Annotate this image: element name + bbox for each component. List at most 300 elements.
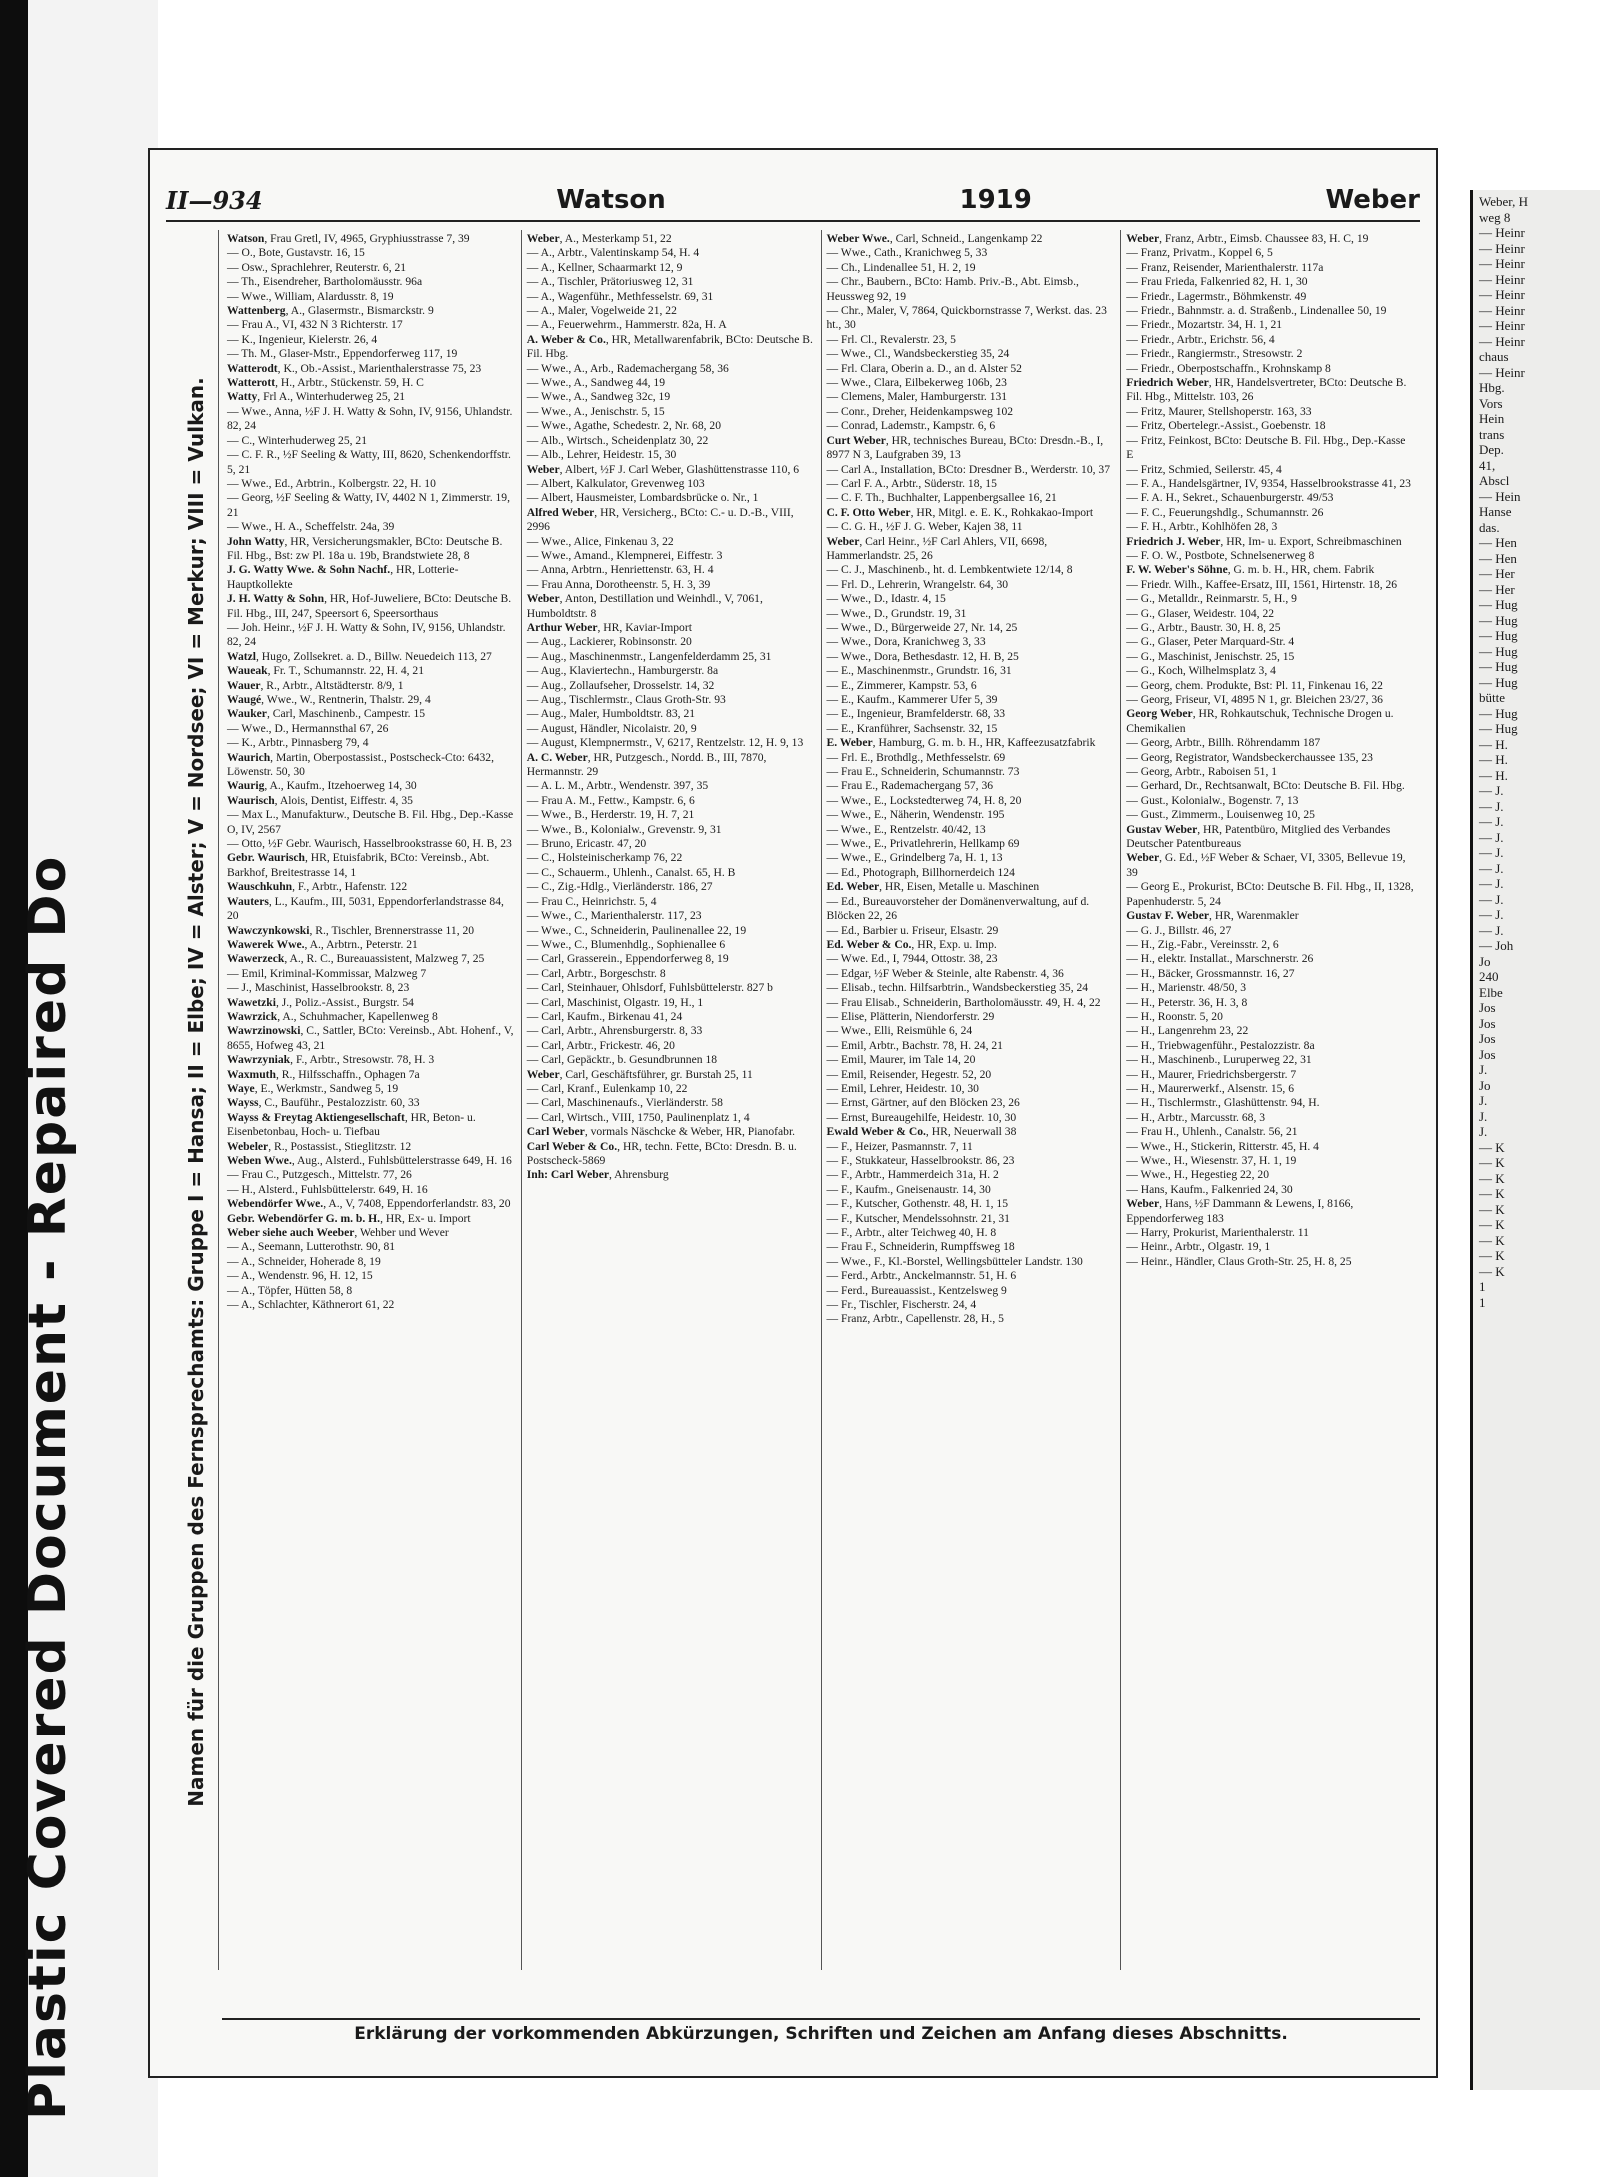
directory-entry: — Carl, Kaufm., Birkenau 41, 24 bbox=[526, 1009, 683, 1023]
directory-entry: Watzl, Hugo, Zollsekret. a. D., Billw. Neuedeich 113, 27 bbox=[227, 649, 492, 663]
directory-entry: — Georg, ½F Seeling & Watty, IV, 4402 N 1, Zimmerstr. 19, 21 bbox=[227, 491, 510, 519]
directory-entry: Webendörfer Wwe., A., V, 7408, Eppendorferlandstr. 83, 20 bbox=[227, 1197, 511, 1211]
adjacent-page-line: — K bbox=[1479, 1217, 1505, 1232]
directory-entry: — Ed., Photograph, Billhornerdeich 124 bbox=[826, 865, 1015, 879]
adjacent-page-line: 240 bbox=[1479, 969, 1499, 984]
directory-entry: Friedrich J. Weber, HR, Im- u. Export, Schreibmaschinen bbox=[1126, 534, 1402, 548]
directory-entry: Gebr. Waurisch, HR, Etuisfabrik, BCto: Vereinsb., Abt. Barkhof, Breitestrasse 14, 1 bbox=[227, 851, 490, 879]
adjacent-page-line: J. bbox=[1479, 1124, 1488, 1139]
directory-entry: — Bruno, Ericastr. 47, 20 bbox=[526, 837, 647, 851]
adjacent-page-line: — Hug bbox=[1479, 721, 1518, 736]
directory-entry: Weber, Anton, Destillation und Weinhdl., V, 7061, Humboldtstr. 8 bbox=[526, 592, 763, 620]
adjacent-page-line: — J. bbox=[1479, 907, 1504, 922]
directory-entry: — C. G. H., ½F J. G. Weber, Kajen 38, 11 bbox=[826, 520, 1023, 534]
directory-entry: Weber, Franz, Arbtr., Eimsb. Chaussee 83, H. C, 19 bbox=[1126, 232, 1369, 245]
directory-entry: — H., Triebwagenführ., Pestalozzistr. 8a bbox=[1126, 1038, 1315, 1052]
directory-entry: — H., Langenrehm 23, 22 bbox=[1126, 1024, 1249, 1038]
adjacent-page-line: — Hug bbox=[1479, 674, 1518, 690]
adjacent-page-line: — J. bbox=[1479, 845, 1504, 860]
column-4 bbox=[1121, 230, 1420, 1970]
directory-entry: — Wwe., H., Stickerin, Ritterstr. 45, H. 4 bbox=[1126, 1139, 1319, 1153]
adjacent-page-line: — Heinr bbox=[1479, 240, 1525, 256]
directory-entry: — Wwe., F., Kl.-Borstel, Wellingsbütteler Landstr. 130 bbox=[826, 1254, 1083, 1268]
directory-entry: — Wwe., E., Rentzelstr. 40/42, 13 bbox=[826, 822, 986, 836]
directory-entry: — Frau E., Rademachergang 57, 36 bbox=[826, 779, 994, 793]
directory-entry: — H., Tischlermstr., Glashüttenstr. 94, H. bbox=[1126, 1096, 1320, 1110]
adjacent-page-line: — Heinr bbox=[1479, 256, 1525, 271]
directory-entry: — Wwe., Agathe, Schedestr. 2, Nr. 68, 20 bbox=[526, 419, 722, 433]
directory-entry: — Carl F. A., Arbtr., Süderstr. 18, 15 bbox=[826, 476, 997, 490]
directory-entry: Waurisch, Alois, Dentist, Eiffestr. 4, 35 bbox=[227, 793, 413, 807]
directory-entry: — Georg, Arbtr., Billh. Röhrendamm 187 bbox=[1126, 736, 1321, 750]
directory-entry: — Wwe., Ed., Arbtrin., Kolbergstr. 22, H. 10 bbox=[227, 476, 436, 490]
directory-entry: — Joh. Heinr., ½F J. H. Watty & Sohn, IV, 9156, Uhlandstr. 82, 24 bbox=[227, 620, 506, 649]
adjacent-page-line: — K bbox=[1479, 1232, 1505, 1248]
adjacent-page-line: Jos bbox=[1479, 1015, 1496, 1031]
directory-entry: — Gerhard, Dr., Rechtsanwalt, BCto: Deutsche B. Fil. Hbg. bbox=[1126, 779, 1405, 793]
directory-entry: A. C. Weber, HR, Putzgesch., Nordd. B., III, 7870, Hermannstr. 29 bbox=[526, 750, 767, 779]
page-number: II—934 bbox=[166, 185, 263, 215]
directory-entry: — Wwe., D., Hermannsthal 67, 26 bbox=[227, 721, 389, 735]
directory-entry: — Georg E., Prokurist, BCto: Deutsche B. Fil. Hbg., II, 1328, Papenhuderstr. 5, 24 bbox=[1126, 880, 1414, 908]
directory-entry: E. Weber, Hamburg, G. m. b. H., HR, Kaffeezusatzfabrik bbox=[826, 736, 1096, 750]
adjacent-page-line: J. bbox=[1479, 1093, 1488, 1108]
directory-entry: — H., Maurerwerkf., Alsenstr. 15, 6 bbox=[1126, 1081, 1295, 1095]
directory-entry: — August, Händler, Nicolaistr. 20, 9 bbox=[526, 721, 697, 735]
directory-entry: — Harry, Prokurist, Marienthalerstr. 11 bbox=[1126, 1226, 1309, 1240]
directory-columns bbox=[222, 230, 1420, 1970]
adjacent-page-line: — J. bbox=[1479, 829, 1504, 845]
adjacent-page-line: — Heinr bbox=[1479, 318, 1525, 333]
left-margin bbox=[18, 0, 158, 2177]
directory-entry: — Gust., Zimmerm., Louisenweg 10, 25 bbox=[1126, 808, 1315, 822]
directory-entry: — Georg, Registrator, Wandsbeckerchaussee 135, 23 bbox=[1126, 750, 1373, 764]
adjacent-page-line: — J. bbox=[1479, 891, 1504, 907]
directory-entry: — Ferd., Arbtr., Anckelmannstr. 51, H. 6 bbox=[826, 1269, 1017, 1283]
directory-entry: — Fritz, Obertelegr.-Assist., Goebenstr. 18 bbox=[1126, 419, 1326, 433]
directory-entry: — Fritz, Schmied, Seilerstr. 45, 4 bbox=[1126, 462, 1282, 476]
directory-entry: — A., Maler, Vogelweide 21, 22 bbox=[526, 304, 677, 318]
directory-entry: — Frl. Cl., Revalerstr. 23, 5 bbox=[826, 332, 956, 346]
adjacent-page-line: — Hen bbox=[1479, 535, 1517, 550]
directory-entry: — A., Wagenführ., Methfesselstr. 69, 31 bbox=[526, 289, 714, 303]
directory-entry: Georg Weber, HR, Rohkautschuk, Technische Drogen u. Chemikalien bbox=[1126, 707, 1394, 735]
directory-entry: — Carl, Grasserein., Eppendorferweg 8, 19 bbox=[526, 952, 729, 966]
directory-entry: — Ferd., Bureauassist., Kentzelsweg 9 bbox=[826, 1283, 1007, 1297]
directory-entry: Weber, Carl, Geschäftsführer, gr. Burstah 25, 11 bbox=[526, 1067, 753, 1081]
directory-entry: Gustav Weber, HR, Patentbüro, Mitglied des Verbandes Deutscher Patentbureaus bbox=[1126, 822, 1391, 851]
directory-entry: Weber siehe auch Weeber, Wehber und Wever bbox=[227, 1226, 449, 1240]
directory-entry: — Heinr., Arbtr., Olgastr. 19, 1 bbox=[1126, 1240, 1271, 1254]
directory-entry: — C., Holsteinischerkamp 76, 22 bbox=[526, 851, 683, 865]
adjacent-page-fragment bbox=[1470, 190, 1600, 2090]
adjacent-page-line: — Heinr bbox=[1479, 333, 1525, 349]
directory-entry: — G., Glaser, Weidestr. 104, 22 bbox=[1126, 606, 1275, 620]
directory-entry: J. H. Watty & Sohn, HR, Hof-Juweliere, BCto: Deutsche B. Fil. Hbg., III, 247, Speersort 6, Speersorthaus bbox=[227, 592, 512, 620]
directory-entry: — Wwe., Anna, ½F J. H. Watty & Sohn, IV, 9156, Uhlandstr. 82, 24 bbox=[227, 404, 513, 433]
directory-entry: — Alb., Wirtsch., Scheidenplatz 30, 22 bbox=[526, 433, 709, 447]
directory-entry: Wauters, L., Kaufm., III, 5031, Eppendorferlandstrasse 84, 20 bbox=[227, 894, 504, 923]
adjacent-page-line: — J. bbox=[1479, 783, 1504, 798]
directory-entry: — Emil, Lehrer, Heidestr. 10, 30 bbox=[826, 1081, 979, 1095]
directory-entry: — Wwe., Elli, Reismühle 6, 24 bbox=[826, 1024, 973, 1038]
directory-entry: F. W. Weber's Söhne, G. m. b. H., HR, chem. Fabrik bbox=[1126, 563, 1375, 577]
directory-entry: — Carl, Arbtr., Frickestr. 46, 20 bbox=[526, 1038, 675, 1052]
directory-entry: — Wwe., C., Marienthalerstr. 117, 23 bbox=[526, 909, 702, 923]
directory-entry: — Emil, Reisender, Hegestr. 52, 20 bbox=[826, 1067, 992, 1081]
adjacent-page-line: — Her bbox=[1479, 581, 1515, 597]
directory-entry: — Friedr., Rangiermstr., Stresowstr. 2 bbox=[1126, 347, 1303, 361]
adjacent-page-line: Hein bbox=[1479, 411, 1505, 426]
directory-entry: — Edgar, ½F Weber & Steinle, alte Rabenstr. 4, 36 bbox=[826, 966, 1064, 980]
directory-entry: Waye, E., Werkmstr., Sandweg 5, 19 bbox=[227, 1081, 399, 1095]
directory-entry: — Georg, chem. Produkte, Bst: Pl. 11, Finkenau 16, 22 bbox=[1126, 678, 1383, 692]
adjacent-page-line: — K bbox=[1479, 1248, 1505, 1263]
directory-entry: — Carl, Kranf., Eulenkamp 10, 22 bbox=[526, 1081, 688, 1095]
directory-entry: Watterott, H., Arbtr., Stückenstr. 59, H. C bbox=[227, 376, 424, 390]
directory-entry: — Wwe., Dora, Kranichweg 3, 33 bbox=[826, 635, 986, 649]
directory-entry: Watty, Frl A., Winterhuderweg 25, 21 bbox=[227, 390, 406, 404]
directory-entry: Weber, Carl Heinr., ½F Carl Ahlers, VII, 6698, Hammerlandstr. 25, 26 bbox=[826, 534, 1048, 562]
directory-entry: — Wwe., E., Privatlehrerin, Hellkamp 69 bbox=[826, 837, 1020, 851]
directory-entry: — Wwe., H. A., Scheffelstr. 24a, 39 bbox=[227, 520, 395, 534]
adjacent-page-line: Weber, H bbox=[1479, 194, 1528, 209]
directory-entry: — Georg, Arbtr., Raboisen 51, 1 bbox=[1126, 765, 1278, 779]
directory-entry: — Friedr., Oberpostschaffn., Krohnskamp 8 bbox=[1126, 361, 1331, 375]
header-year: 1919 bbox=[959, 185, 1032, 215]
directory-entry: Wawrzinowski, C., Sattler, BCto: Vereinsb., Abt. Hohenf., V, 8655, Hofweg 43, 21 bbox=[227, 1024, 514, 1052]
directory-entry: — August, Klempnermstr., V, 6217, Rentzelstr. 12, H. 9, 13 bbox=[526, 736, 804, 750]
directory-entry: — Ed., Barbier u. Friseur, Elsastr. 29 bbox=[826, 923, 999, 937]
directory-entry: — H., Alsterd., Fuhlsbüttelerstr. 649, H. 16 bbox=[227, 1182, 428, 1196]
directory-entry: — J., Maschinist, Hasselbrookstr. 8, 23 bbox=[227, 981, 410, 995]
directory-entry: — G., Arbtr., Baustr. 30, H. 8, 25 bbox=[1126, 620, 1281, 634]
adjacent-page-line: bütte bbox=[1479, 690, 1505, 705]
directory-entry: — Wwe., Alice, Finkenau 3, 22 bbox=[526, 534, 674, 548]
adjacent-page-line: trans bbox=[1479, 426, 1505, 442]
directory-entry: Wawerek Wwe., A., Arbtrn., Peterstr. 21 bbox=[227, 937, 418, 951]
directory-entry: — Wwe., H., Hegestieg 22, 20 bbox=[1126, 1168, 1269, 1182]
directory-entry: — Wwe. Ed., I, 7944, Ottostr. 38, 23 bbox=[826, 952, 998, 966]
directory-page bbox=[148, 148, 1438, 2078]
directory-entry: — H., Zig.-Fabr., Vereinsstr. 2, 6 bbox=[1126, 937, 1279, 951]
directory-entry: — Wwe., A., Sandweg 44, 19 bbox=[526, 376, 666, 390]
directory-entry: A. Weber & Co., HR, Metallwarenfabrik, BCto: Deutsche B. Fil. Hbg. bbox=[526, 332, 813, 361]
directory-entry: — Wwe., D., Grundstr. 19, 31 bbox=[826, 606, 967, 620]
adjacent-page-line: Abscl bbox=[1479, 473, 1510, 488]
directory-entry: — Aug., Maler, Humboldtstr. 83, 21 bbox=[526, 707, 696, 721]
directory-entry: Wauker, Carl, Maschinenb., Campestr. 15 bbox=[227, 707, 426, 721]
directory-entry: — Conrad, Lademstr., Kampstr. 6, 6 bbox=[826, 419, 996, 433]
directory-entry: — Fr., Tischler, Fischerstr. 24, 4 bbox=[826, 1298, 977, 1312]
directory-entry: — C., Schauerm., Uhlenh., Canalst. 65, H. B bbox=[526, 865, 736, 879]
column-3 bbox=[822, 230, 1122, 1970]
directory-entry: — Elisab., techn. Hilfsarbtrin., Wandsbeckerstieg 35, 24 bbox=[826, 981, 1089, 995]
adjacent-page-line: — J. bbox=[1479, 922, 1504, 938]
directory-entry: — Wwe., William, Alardusstr. 8, 19 bbox=[227, 289, 394, 303]
directory-entry: — F., Kaufm., Gneisenaustr. 14, 30 bbox=[826, 1182, 991, 1196]
directory-entry: — Franz, Arbtr., Capellenstr. 28, H., 5 bbox=[826, 1312, 1004, 1326]
directory-entry: — Heinr., Händler, Claus Groth-Str. 25, H. 8, 25 bbox=[1126, 1254, 1352, 1268]
directory-entry: — K., Arbtr., Pinnasberg 79, 4 bbox=[227, 736, 369, 750]
directory-entry: — Frl. Clara, Oberin a. D., an d. Alster 52 bbox=[826, 361, 1022, 375]
directory-entry: — Frau Anna, Dorotheenstr. 5, H. 3, 39 bbox=[526, 577, 711, 591]
directory-entry: — Frau H., Uhlenh., Canalstr. 56, 21 bbox=[1126, 1125, 1298, 1139]
directory-entry: — Wwe., Clara, Eilbekerweg 106b, 23 bbox=[826, 376, 1007, 390]
directory-entry: Weben Wwe., Aug., Alsterd., Fuhlsbüttelerstrasse 649, H. 16 bbox=[227, 1154, 512, 1167]
adjacent-page-line: — Heinr bbox=[1479, 302, 1525, 318]
directory-entry: — Th., Eisendreher, Bartholomäusstr. 96a bbox=[227, 275, 423, 289]
directory-entry: Wayss, C., Bauführ., Pestalozzistr. 60, 33 bbox=[227, 1096, 420, 1110]
directory-entry: — E., Zimmerer, Kampstr. 53, 6 bbox=[826, 678, 977, 692]
directory-entry: Wayss & Freytag Aktiengesellschaft, HR, Beton- u. Eisenbetonbau, Hoch- u. Tiefbau bbox=[227, 1110, 476, 1139]
directory-entry: Watterodt, K., Ob.-Assist., Marienthalerstrasse 75, 23 bbox=[227, 361, 482, 375]
adjacent-page-line: Vors bbox=[1479, 395, 1503, 411]
directory-entry: — Friedr., Mozartstr. 34, H. 1, 21 bbox=[1126, 318, 1283, 332]
directory-entry: Waugé, Wwe., W., Rentnerin, Thalstr. 29, 4 bbox=[227, 693, 431, 706]
directory-entry: — H., Roonstr. 5, 20 bbox=[1126, 1009, 1223, 1023]
adjacent-page-line: J. bbox=[1479, 1108, 1488, 1124]
directory-entry: Ed. Weber & Co., HR, Exp. u. Imp. bbox=[826, 937, 997, 951]
directory-entry: — E., Ingenieur, Bramfelderstr. 68, 33 bbox=[826, 707, 1006, 721]
directory-entry: Carl Weber & Co., HR, techn. Fette, BCto: Dresdn. B. u. Postscheck-5869 bbox=[526, 1139, 797, 1167]
adjacent-page-line: Jos bbox=[1479, 1000, 1496, 1015]
exchange-groups-strip bbox=[166, 230, 219, 1970]
directory-entry: — Aug., Tischlermstr., Claus Groth-Str. 93 bbox=[526, 693, 726, 706]
adjacent-page-line: — K bbox=[1479, 1170, 1505, 1186]
directory-entry: — Ernst, Bureaugehilfe, Heidestr. 10, 30 bbox=[826, 1110, 1017, 1124]
directory-entry: — Otto, ½F Gebr. Waurisch, Hasselbrookstrasse 60, H. B, 23 bbox=[227, 837, 512, 851]
directory-entry: — Frau Frieda, Falkenried 82, H. 1, 30 bbox=[1126, 275, 1308, 289]
directory-entry: — F., Kutscher, Mendelssohnstr. 21, 31 bbox=[826, 1211, 1010, 1225]
directory-entry: John Watty, HR, Versicherungsmakler, BCto: Deutsche B. Fil. Hbg., Bst: zw Pl. 18a u. 19b, Brandstwiete 28, 8 bbox=[227, 534, 503, 562]
directory-entry: — Frau Elisab., Schneiderin, Bartholomäusstr. 49, H. 4, 22 bbox=[826, 995, 1101, 1009]
directory-entry: — Wwe., D., Bürgerweide 27, Nr. 14, 25 bbox=[826, 620, 1018, 634]
directory-entry: — Elise, Plätterin, Niendorferstr. 29 bbox=[826, 1009, 995, 1023]
directory-entry: — Wwe., B., Kolonialw., Grevenstr. 9, 31 bbox=[526, 822, 722, 836]
adjacent-page-line: — Hug bbox=[1479, 643, 1518, 659]
directory-entry: — Frau A., VI, 432 N 3 Richterstr. 17 bbox=[227, 318, 403, 332]
directory-entry: Inh: Carl Weber, Ahrensburg bbox=[526, 1168, 669, 1182]
directory-entry: — H., Maurer, Friedrichsbergerstr. 7 bbox=[1126, 1067, 1297, 1081]
page-header bbox=[166, 180, 1420, 222]
directory-entry: — F. H., Arbtr., Kohlhöfen 28, 3 bbox=[1126, 520, 1278, 534]
directory-entry: — H., Arbtr., Marcusstr. 68, 3 bbox=[1126, 1110, 1266, 1124]
directory-entry: — A., Arbtr., Valentinskamp 54, H. 4 bbox=[526, 246, 700, 260]
adjacent-page-line: chaus bbox=[1479, 349, 1509, 364]
directory-entry: — A., Feuerwehrm., Hammerstr. 82a, H. A bbox=[526, 318, 727, 332]
directory-entry: — Friedr., Lagermstr., Böhmkenstr. 49 bbox=[1126, 289, 1307, 303]
directory-entry: — Frl. E., Brothdlg., Methfesselstr. 69 bbox=[826, 750, 1006, 764]
adjacent-page-line: — K bbox=[1479, 1155, 1505, 1170]
directory-entry: — Emil, Arbtr., Bachstr. 78, H. 24, 21 bbox=[826, 1038, 1003, 1052]
header-right-word: Weber bbox=[1325, 185, 1420, 215]
directory-entry: — Wwe., A., Sandweg 32c, 19 bbox=[526, 390, 671, 404]
directory-entry: — Wwe., E., Näherin, Wendenstr. 195 bbox=[826, 808, 1005, 822]
directory-entry: — Wwe., Dora, Bethesdastr. 12, H. B, 25 bbox=[826, 649, 1019, 663]
directory-entry: Weber Wwe., Carl, Schneid., Langenkamp 22 bbox=[826, 232, 1043, 245]
directory-entry: Wauer, R., Arbtr., Altstädterstr. 8/9, 1 bbox=[227, 678, 404, 692]
directory-entry: Waurig, A., Kaufm., Itzehoerweg 14, 30 bbox=[227, 779, 417, 793]
directory-entry: — Hans, Kaufm., Falkenried 24, 30 bbox=[1126, 1182, 1293, 1196]
directory-entry: — Wwe., Cath., Kranichweg 5, 33 bbox=[826, 246, 988, 260]
directory-entry: — A., Tischler, Prätoriusweg 12, 31 bbox=[526, 275, 694, 289]
directory-entry: — C. J., Maschinenb., ht. d. Lembkentwiete 12/14, 8 bbox=[826, 563, 1073, 577]
abbreviation-footer: Erklärung der vorkommenden Abkürzungen, Schriften und Zeichen am Anfang dieses Abschnitts. bbox=[222, 2018, 1420, 2048]
directory-entry: — Wwe., Amand., Klempnerei, Eiffestr. 3 bbox=[526, 548, 723, 562]
directory-entry: — Wwe., Cl., Wandsbeckerstieg 35, 24 bbox=[826, 347, 1010, 361]
directory-entry: Weber, G. Ed., ½F Weber & Schaer, VI, 3305, Bellevue 19, 39 bbox=[1126, 851, 1406, 879]
directory-entry: Ewald Weber & Co., HR, Neuerwall 38 bbox=[826, 1125, 1017, 1139]
directory-entry: — G., Maschinist, Jenischstr. 25, 15 bbox=[1126, 649, 1295, 663]
directory-entry: — Chr., Maler, V, 7864, Quickbornstrasse 7, Werkst. das. 23 ht., 30 bbox=[826, 304, 1107, 332]
adjacent-page-line: das. bbox=[1479, 519, 1500, 535]
directory-entry: — Carl, Steinhauer, Ohlsdorf, Fuhlsbüttelerstr. 827 b bbox=[526, 981, 773, 995]
directory-entry: — Wwe., B., Herderstr. 19, H. 7, 21 bbox=[526, 808, 695, 822]
directory-entry: Gustav F. Weber, HR, Warenmakler bbox=[1126, 909, 1299, 923]
directory-entry: — Aug., Maschinenmstr., Langenfelderdamm 25, 31 bbox=[526, 649, 772, 663]
directory-entry: — Fritz, Feinkost, BCto: Deutsche B. Fil. Hbg., Dep.-Kasse E bbox=[1126, 433, 1406, 462]
adjacent-page-line: weg 8 bbox=[1479, 209, 1511, 225]
directory-entry: — G., Glaser, Peter Marquard-Str. 4 bbox=[1126, 635, 1295, 649]
adjacent-page-line: — K bbox=[1479, 1139, 1505, 1155]
directory-entry: — O., Bote, Gustavstr. 16, 15 bbox=[227, 246, 365, 260]
directory-entry: — F. C., Feuerungshdlg., Schumannstr. 26 bbox=[1126, 505, 1324, 519]
directory-entry: — Albert, Hausmeister, Lombardsbrücke o. Nr., 1 bbox=[526, 491, 759, 505]
directory-entry: — Aug., Zollaufseher, Drosselstr. 14, 32 bbox=[526, 678, 715, 692]
directory-entry: — Wwe., D., Idastr. 4, 15 bbox=[826, 592, 946, 606]
adjacent-page-line: — K bbox=[1479, 1263, 1505, 1279]
directory-entry: — Anna, Arbtrn., Henriettenstr. 63, H. 4 bbox=[526, 563, 714, 577]
directory-entry: — Frau C., Heinrichstr. 5, 4 bbox=[526, 894, 657, 908]
adjacent-page-line: — Hen bbox=[1479, 550, 1517, 566]
directory-entry: — Wwe., H., Wiesenstr. 37, H. 1, 19 bbox=[1126, 1154, 1297, 1167]
adjacent-page-line: — Hein bbox=[1479, 488, 1521, 504]
exchange-groups-text: Namen für die Gruppen des Fernsprechamts: Gruppe I = Hansa; II = Elbe; IV = Alster; V = Nordsee; VI = Merkur; VIII = Vulkan. bbox=[184, 377, 208, 1807]
directory-entry: Arthur Weber, HR, Kaviar-Import bbox=[526, 620, 692, 634]
directory-entry: — Carl, Maschinenaufs., Vierländerstr. 58 bbox=[526, 1096, 723, 1110]
directory-entry: — F. A., Handelsgärtner, IV, 9354, Hasselbrookstrasse 41, 23 bbox=[1126, 476, 1411, 490]
directory-entry: — Friedr., Bahnmstr. a. d. Straßenb., Lindenallee 50, 19 bbox=[1126, 304, 1387, 318]
directory-entry: — Carl A., Installation, BCto: Dresdner B., Werderstr. 10, 37 bbox=[826, 462, 1111, 476]
directory-entry: — Albert, Kalkulator, Grevenweg 103 bbox=[526, 476, 705, 490]
adjacent-page-line: — J. bbox=[1479, 876, 1504, 891]
directory-entry: — Wwe., C., Blumenhdlg., Sophienallee 6 bbox=[526, 937, 726, 951]
directory-entry: Waurich, Martin, Oberpostassist., Postscheck-Cto: 6432, Löwenstr. 50, 30 bbox=[227, 750, 494, 779]
adjacent-page-line: — J. bbox=[1479, 860, 1504, 876]
directory-entry: — Osw., Sprachlehrer, Reuterstr. 6, 21 bbox=[227, 260, 407, 274]
directory-entry: Wawerzeck, A., R. C., Bureauassistent, Malzweg 7, 25 bbox=[227, 952, 485, 966]
directory-entry: Watson, Frau Gretl, IV, 4965, Gryphiusstrasse 7, 39 bbox=[227, 232, 470, 245]
adjacent-page-line: — Joh bbox=[1479, 938, 1514, 953]
directory-entry: Carl Weber, vormals Näschcke & Weber, HR, Pianofabr. bbox=[526, 1125, 796, 1139]
directory-entry: — Emil, Maurer, im Tale 14, 20 bbox=[826, 1053, 976, 1067]
directory-entry: — Gust., Kolonialw., Bogenstr. 7, 13 bbox=[1126, 793, 1299, 807]
adjacent-page-line: — Hug bbox=[1479, 705, 1518, 721]
adjacent-page-line: — Hug bbox=[1479, 597, 1518, 612]
directory-entry: Ed. Weber, HR, Eisen, Metalle u. Maschinen bbox=[826, 880, 1040, 894]
directory-entry: — A. L. M., Arbtr., Wendenstr. 397, 35 bbox=[526, 779, 709, 793]
directory-entry: Gebr. Webendörfer G. m. b. H., HR, Ex- u. Import bbox=[227, 1211, 471, 1225]
directory-entry: — F., Kutscher, Gothenstr. 48, H. 1, 15 bbox=[826, 1197, 1009, 1211]
directory-entry: — Wwe., A., Jenischstr. 5, 15 bbox=[526, 404, 665, 418]
directory-entry: — A., Schneider, Hoherade 8, 19 bbox=[227, 1254, 381, 1268]
adjacent-page-line: — H. bbox=[1479, 736, 1508, 752]
adjacent-page-line: — H. bbox=[1479, 767, 1508, 783]
directory-entry: — Frau E., Schneiderin, Schumannstr. 73 bbox=[826, 765, 1020, 779]
spine-label: Plastic Covered Document - Repaired Do bbox=[18, 854, 78, 2120]
directory-entry: — Ernst, Gärtner, auf den Blöcken 23, 26 bbox=[826, 1096, 1020, 1110]
header-left-word: Watson bbox=[556, 185, 666, 215]
directory-entry: — Clemens, Maler, Hamburgerstr. 131 bbox=[826, 390, 1008, 404]
directory-entry: J. G. Watty Wwe. & Sohn Nachf., HR, Lotterie-Hauptkollekte bbox=[227, 563, 459, 591]
adjacent-page-line: — Hug bbox=[1479, 659, 1518, 674]
adjacent-page-line: — H. bbox=[1479, 752, 1508, 767]
directory-entry: Webeler, R., Postassist., Stieglitzstr. 12 bbox=[227, 1139, 412, 1153]
adjacent-page-line: — Hug bbox=[1479, 628, 1518, 643]
directory-entry: Wawczynkowski, R., Tischler, Brennerstrasse 11, 20 bbox=[227, 923, 475, 937]
adjacent-page-line: Elbe bbox=[1479, 984, 1503, 1000]
directory-entry: — G. J., Billstr. 46, 27 bbox=[1126, 923, 1232, 937]
directory-entry: — Carl, Arbtr., Ahrensburgerstr. 8, 33 bbox=[526, 1024, 703, 1038]
directory-entry: — Wwe., E., Grindelberg 7a, H. 1, 13 bbox=[826, 851, 1003, 865]
directory-entry: — Frl. D., Lehrerin, Wrangelstr. 64, 30 bbox=[826, 577, 1009, 591]
directory-entry: — Frau A. M., Fettw., Kampstr. 6, 6 bbox=[526, 793, 695, 807]
adjacent-page-line: — K bbox=[1479, 1201, 1505, 1217]
directory-entry: — H., Maschinenb., Luruperweg 22, 31 bbox=[1126, 1053, 1312, 1067]
directory-entry: — C., Zig.-Hdlg., Vierländerstr. 186, 27 bbox=[526, 880, 713, 894]
directory-entry: — A., Wendenstr. 96, H. 12, 15 bbox=[227, 1269, 373, 1283]
adjacent-page-line: — Heinr bbox=[1479, 364, 1525, 380]
directory-entry: — Friedr., Arbtr., Erichstr. 56, 4 bbox=[1126, 332, 1275, 346]
directory-entry: Weber, Albert, ½F J. Carl Weber, Glashüttenstrasse 110, 6 bbox=[526, 462, 800, 476]
directory-entry: Waueak, Fr. T., Schumannstr. 22, H. 4, 21 bbox=[227, 664, 425, 678]
directory-entry: — Friedr. Wilh., Kaffee-Ersatz, III, 1561, Hirtenstr. 18, 26 bbox=[1126, 577, 1398, 591]
directory-entry: C. F. Otto Weber, HR, Mitgl. e. E. K., Rohkakao-Import bbox=[826, 505, 1094, 519]
directory-entry: — Wwe., C., Schneiderin, Paulinenallee 22, 19 bbox=[526, 923, 747, 937]
adjacent-page-line: — Heinr bbox=[1479, 271, 1525, 287]
directory-entry: — Th. M., Glaser-Mstr., Eppendorferweg 117, 19 bbox=[227, 347, 458, 361]
directory-entry: — Carl, Gepäcktr., b. Gesundbrunnen 18 bbox=[526, 1053, 718, 1067]
column-2 bbox=[522, 230, 822, 1970]
adjacent-page-line: — Heinr bbox=[1479, 225, 1525, 240]
directory-entry: — E., Maschinenmstr., Grundstr. 16, 31 bbox=[826, 664, 1012, 678]
directory-entry: — Carl, Wirtsch., VIII, 1750, Paulinenplatz 1, 4 bbox=[526, 1110, 750, 1124]
adjacent-page-line: Jo bbox=[1479, 1077, 1491, 1093]
directory-entry: Wawrzyniak, F., Arbtr., Stresowstr. 78, H. 3 bbox=[227, 1053, 435, 1067]
adjacent-page-line: Jo bbox=[1479, 953, 1491, 969]
directory-entry: — Carl, Maschinist, Olgastr. 19, H., 1 bbox=[526, 995, 704, 1009]
directory-entry: — G., Metalldr., Reinmarstr. 5, H., 9 bbox=[1126, 592, 1297, 606]
directory-entry: Waxmuth, R., Hilfsschaffn., Ophagen 7a bbox=[227, 1067, 420, 1081]
directory-entry: — H., Bäcker, Grossmannstr. 16, 27 bbox=[1126, 966, 1295, 980]
adjacent-page-line: — Hug bbox=[1479, 612, 1518, 628]
directory-entry: — E., Kranführer, Sachsenstr. 32, 15 bbox=[826, 721, 998, 735]
directory-entry: — Max L., Manufakturw., Deutsche B. Fil. Hbg., Dep.-Kasse O, IV, 2567 bbox=[227, 808, 514, 836]
directory-entry: — Emil, Kriminal-Kommissar, Malzweg 7 bbox=[227, 966, 427, 980]
adjacent-page-line: J. bbox=[1479, 1062, 1488, 1077]
directory-entry: Weber, A., Mesterkamp 51, 22 bbox=[526, 232, 672, 245]
adjacent-page-line: Dep. bbox=[1479, 442, 1504, 457]
adjacent-page-lines bbox=[1473, 190, 1600, 1314]
directory-entry: Friedrich Weber, HR, Handelsvertreter, BCto: Deutsche B. Fil. Hbg., Mittelstr. 103, 26 bbox=[1126, 376, 1407, 404]
directory-entry: — Frau C., Putzgesch., Mittelstr. 77, 26 bbox=[227, 1168, 412, 1182]
directory-entry: — A., Seemann, Lutterothstr. 90, 81 bbox=[227, 1240, 396, 1254]
directory-entry: — C. F. Th., Buchhalter, Lappenbergsallee 16, 21 bbox=[826, 491, 1057, 505]
directory-entry: — Fritz, Maurer, Stellshoperstr. 163, 33 bbox=[1126, 404, 1312, 418]
directory-entry: — Georg, Friseur, VI, 4895 N 1, gr. Bleichen 23/27, 36 bbox=[1126, 693, 1383, 706]
directory-entry: — H., Marienstr. 48/50, 3 bbox=[1126, 981, 1247, 995]
